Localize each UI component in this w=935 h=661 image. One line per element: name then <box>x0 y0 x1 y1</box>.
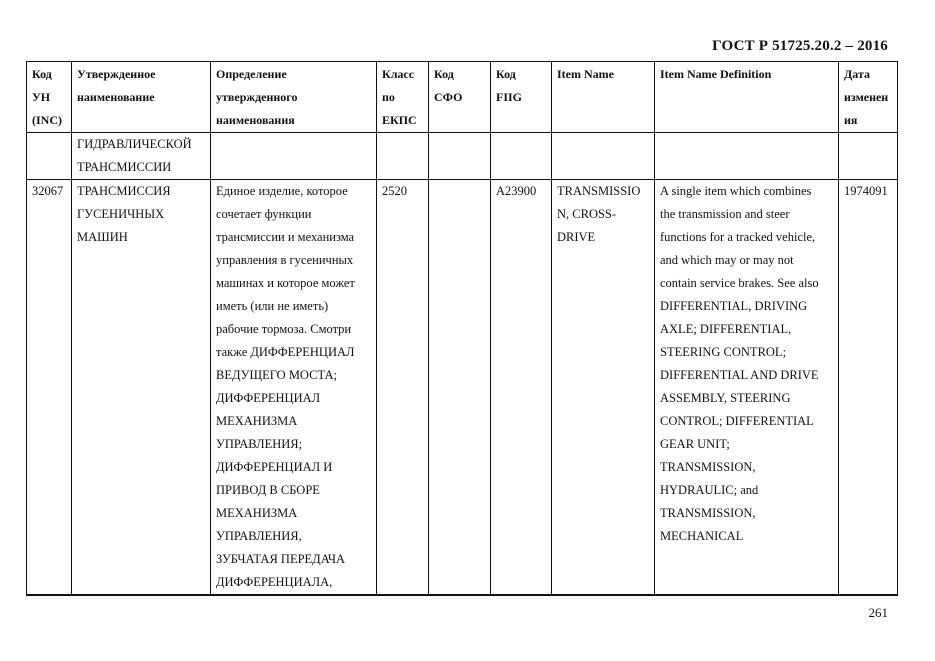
document-header: ГОСТ Р 51725.20.2 – 2016 <box>712 38 888 54</box>
cell-definition-ru <box>211 133 377 180</box>
col-header-definition: Определение утвержденного наименования <box>211 62 377 133</box>
col-header-inc: Код УН (INC) <box>27 62 72 133</box>
definition-line: and which may or may not <box>660 253 794 267</box>
definition-line: HYDRAULIC; and <box>660 483 759 497</box>
cell-date <box>839 133 898 180</box>
definition-line: ЗУБЧАТАЯ ПЕРЕДАЧА <box>216 552 345 566</box>
page-number: 261 <box>868 605 888 620</box>
cell-definition-en <box>655 133 839 180</box>
cell-fiig <box>491 133 552 180</box>
table-row <box>27 180 898 596</box>
definition-line: управления в гусеничных <box>216 253 354 267</box>
cell-inc: 32067 <box>27 180 72 596</box>
definition-line: также ДИФФЕРЕНЦИАЛ <box>216 345 355 359</box>
cell-name: ТРАНСМИССИЯ ГУСЕНИЧНЫХ МАШИН <box>72 180 211 596</box>
table-header-row <box>27 62 898 133</box>
definition-line: the transmission and steer <box>660 207 790 221</box>
definition-line: ПРИВОД В СБОРЕ <box>216 483 320 497</box>
cell-sfo <box>429 180 491 596</box>
col-header-item-name: Item Name <box>552 62 655 133</box>
cell-class <box>377 133 429 180</box>
table-row <box>27 133 898 180</box>
col-header-sfo: Код СФО <box>429 62 491 133</box>
definition-line: машинах и которое может <box>216 276 355 290</box>
col-header-approved-name: Утвержденное наименование <box>72 62 211 133</box>
definition-line: МЕХАНИЗМА <box>216 414 298 428</box>
cell-class: 2520 <box>377 180 429 596</box>
definition-line: TRANSMISSION, <box>660 460 756 474</box>
definition-line: STEERING CONTROL; <box>660 345 787 359</box>
definition-line: DIFFERENTIAL, DRIVING <box>660 299 808 313</box>
cell-inc <box>27 133 72 180</box>
cell-item-name: TRANSMISSIO N, CROSS- DRIVE <box>552 180 655 596</box>
definition-line: MECHANICAL <box>660 529 744 543</box>
col-header-fiig: Код FIIG <box>491 62 552 133</box>
definition-line: ДИФФЕРЕНЦИАЛ <box>216 391 321 405</box>
definition-line: МЕХАНИЗМА <box>216 506 298 520</box>
definition-line: трансмиссии и механизма <box>216 230 355 244</box>
col-header-date: Дата изменен ия <box>839 62 898 133</box>
definition-line: AXLE; DIFFERENTIAL, <box>660 322 792 336</box>
definition-line: Единое изделие, которое <box>216 184 348 198</box>
definition-line: functions for a tracked vehicle, <box>660 230 816 244</box>
col-header-class: Класс по ЕКПС <box>377 62 429 133</box>
definition-line: GEAR UNIT; <box>660 437 730 451</box>
definition-line: ДИФФЕРЕНЦИАЛА, <box>216 575 333 589</box>
cell-sfo <box>429 133 491 180</box>
definition-line: ДИФФЕРЕНЦИАЛ И <box>216 460 333 474</box>
cell-date: 1974091 <box>839 180 898 596</box>
definition-line: DIFFERENTIAL AND DRIVE <box>660 368 819 382</box>
definition-line: ASSEMBLY, STEERING <box>660 391 791 405</box>
definition-line: ВЕДУЩЕГО МОСТА; <box>216 368 337 382</box>
catalog-table <box>26 61 898 596</box>
definition-line: contain service brakes. See also <box>660 276 819 290</box>
cell-item-name <box>552 133 655 180</box>
definition-line: иметь (или не иметь) <box>216 299 329 313</box>
definition-line: CONTROL; DIFFERENTIAL <box>660 414 814 428</box>
definition-line: A single item which combines <box>660 184 812 198</box>
definition-line: рабочие тормоза. Смотри <box>216 322 352 336</box>
definition-line: УПРАВЛЕНИЯ; <box>216 437 303 451</box>
definition-line: сочетает функции <box>216 207 312 221</box>
definition-line: УПРАВЛЕНИЯ, <box>216 529 302 543</box>
cell-definition-ru <box>211 180 377 596</box>
col-header-item-name-definition: Item Name Definition <box>655 62 839 133</box>
definition-line: TRANSMISSION, <box>660 506 756 520</box>
cell-fiig: A23900 <box>491 180 552 596</box>
cell-definition-en <box>655 180 839 596</box>
cell-name: ГИДРАВЛИЧЕСКОЙ ТРАНСМИССИИ <box>72 133 211 180</box>
